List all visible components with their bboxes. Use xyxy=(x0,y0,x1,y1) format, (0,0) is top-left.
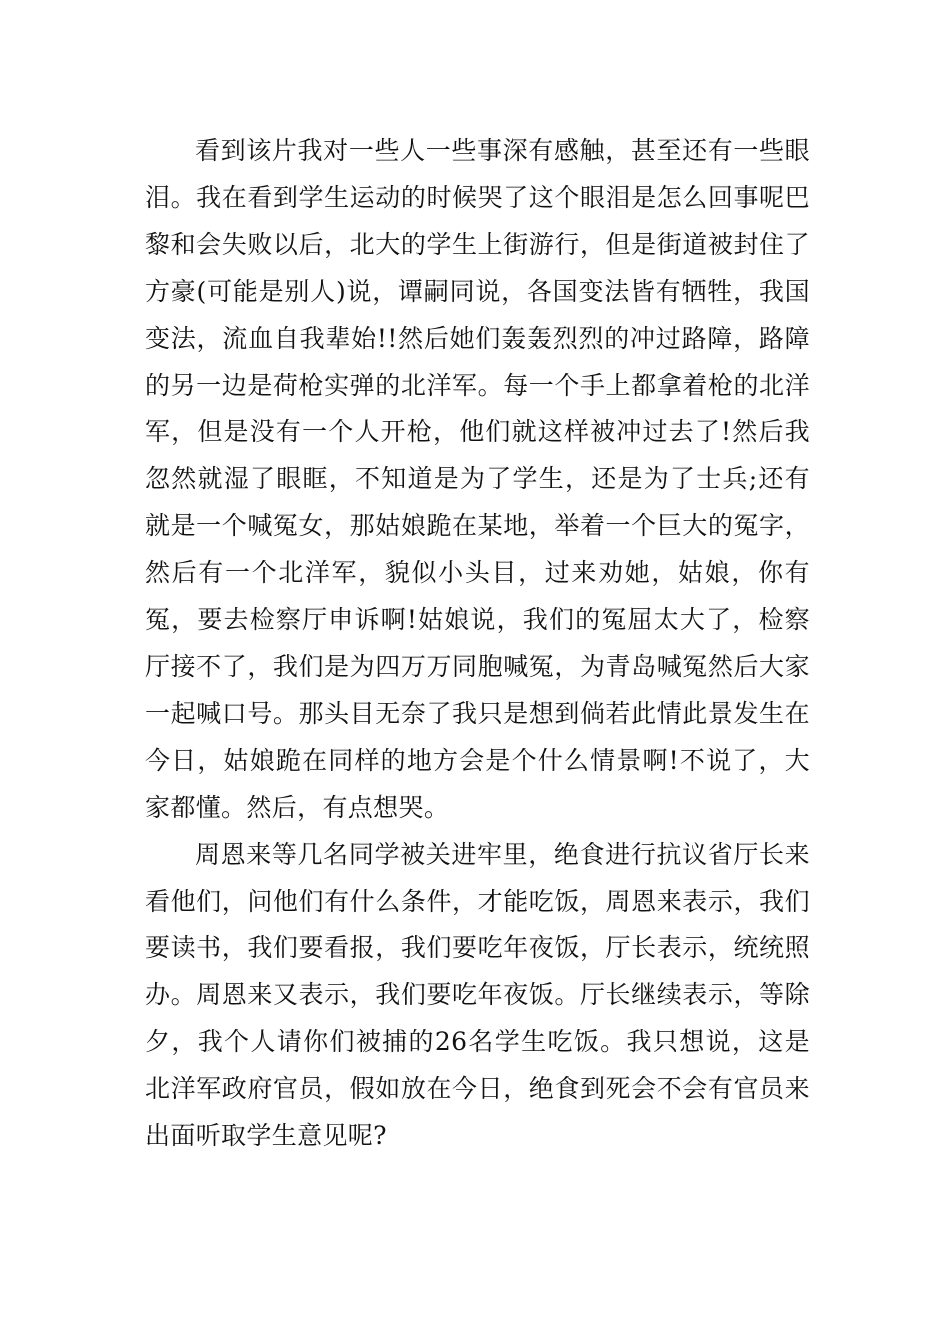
document-body xyxy=(145,128,810,1160)
paragraph-2: 周恩来等几名同学被关进牢里，绝食进行抗议省厅长来看他们，问他们有什么条件，才能吃饭，周恩来表示，我们要读书，我们要看报，我们要吃年夜饭，厅长表示，统统照办。周恩来又表示，我们要吃年夜饭。厅长继续表示，等除夕，我个人请你们被捕的26名学生吃饭。我只想说，这是北洋军政府官员，假如放在今日，绝食到死会不会有官员来出面听取学生意见呢? xyxy=(145,839,810,1151)
paragraph-1: 看到该片我对一些人一些事深有感触，甚至还有一些眼泪。我在看到学生运动的时候哭了这个眼泪是怎么回事呢巴黎和会失败以后，北大的学生上街游行，但是街道被封住了方豪(可能是别人)说，谭嗣同说，各国变法皆有牺牲，我国变法，流血自我辈始!!然后她们轰轰烈烈的冲过路障，路障的另一边是荷枪实弹的北洋军。每一个手上都拿着枪的北洋军，但是没有一个人开枪，他们就这样被冲过去了!然后我忽然就湿了眼眶，不知道是为了学生，还是为了士兵;还有就是一个喊冤女，那姑娘跪在某地，举着一个巨大的冤字，然后有一个北洋军，貌似小头目，过来劝她，姑娘，你有冤，要去检察厅申诉啊!姑娘说，我们的冤屈太大了，检察厅接不了，我们是为四万万同胞喊冤，为青岛喊冤然后大家一起喊口号。那头目无奈了我只是想到倘若此情此景发生在今日，姑娘跪在同样的地方会是个什么情景啊!不说了，大家都懂。然后，有点想哭。 xyxy=(145,136,810,822)
